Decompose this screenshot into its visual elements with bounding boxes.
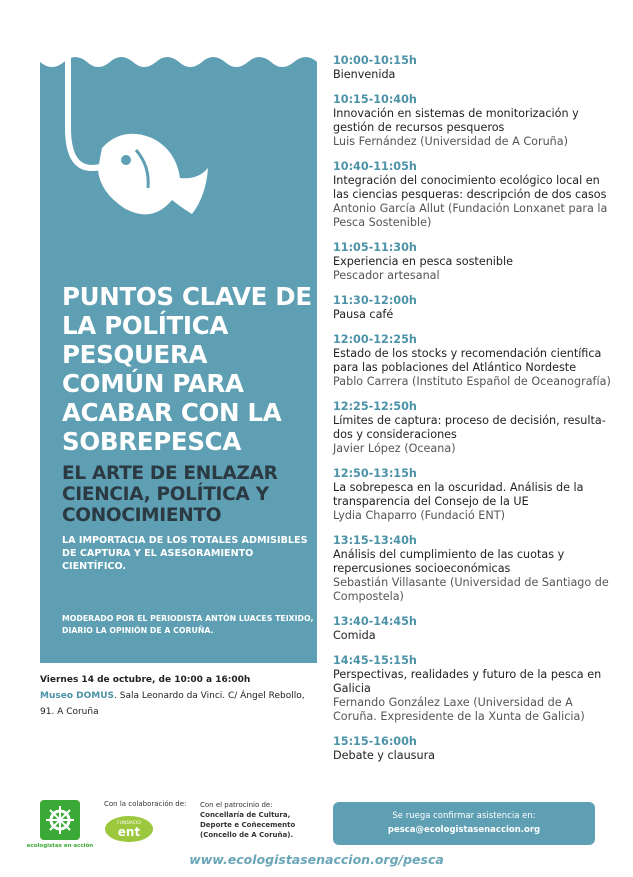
rsvp-text: Se ruega confirmar asistencia en: bbox=[392, 811, 536, 821]
schedule-item bbox=[333, 735, 613, 763]
schedule-item bbox=[333, 54, 613, 82]
schedule-item bbox=[333, 93, 613, 149]
schedule-title: La sobrepesca en la oscuridad. Análisis de la transparencia del Consejo de la UE bbox=[333, 481, 584, 508]
schedule-item bbox=[333, 160, 613, 230]
schedule-speaker: Pescador artesanal bbox=[333, 269, 440, 282]
schedule-speaker: Sebastián Villasante (Universidad de Santiago de Compostela) bbox=[333, 576, 609, 603]
ent-logo-text: ent bbox=[117, 825, 141, 839]
eea-logo-text: ecologistas en acción bbox=[26, 843, 94, 849]
schedule-title: Estado de los stocks y recomendación científica para las poblaciones del Atlántico Nordeste bbox=[333, 347, 602, 374]
schedule-time: 10:40-11:05h bbox=[333, 160, 417, 173]
event-date: Viernes 14 de octubre, de 10:00 a 16:00h bbox=[40, 675, 251, 685]
schedule-time: 14:45-15:15h bbox=[333, 654, 417, 667]
schedule-list bbox=[333, 54, 613, 774]
sub-subtitle: LA IMPORTACIA DE LOS TOTALES ADMISIBLES DE CAPTURA Y EL ASESORAMIENTO CIENTÍFICO. bbox=[62, 535, 308, 572]
schedule-item bbox=[333, 467, 613, 523]
schedule-item bbox=[333, 333, 613, 389]
schedule-speaker: Fernando González Laxe (Universidad de A Coruña. Expresidente de la Xunta de Galicia) bbox=[333, 696, 585, 723]
rsvp-box bbox=[333, 802, 595, 845]
schedule-title: Análisis del cumplimiento de las cuotas y repercusiones socioeconómicas bbox=[333, 548, 565, 575]
ent-logo-small: FUNDACIÓ bbox=[117, 821, 141, 826]
schedule-time: 11:30-12:00h bbox=[333, 294, 417, 307]
fish-hook-icon bbox=[40, 0, 317, 260]
event-info bbox=[40, 672, 320, 720]
schedule-time: 12:00-12:25h bbox=[333, 333, 417, 346]
schedule-time: 10:00-10:15h bbox=[333, 54, 417, 67]
schedule-time: 10:15-10:40h bbox=[333, 93, 417, 106]
schedule-speaker: Javier López (Oceana) bbox=[333, 442, 456, 455]
schedule-item bbox=[333, 654, 613, 724]
schedule-item bbox=[333, 294, 613, 322]
subtitle: EL ARTE DE ENLAZAR CIENCIA, POLÍTICA Y CONOCIMIENTO bbox=[62, 463, 278, 526]
schedule-title: Experiencia en pesca sostenible bbox=[333, 255, 513, 268]
schedule-time: 12:25-12:50h bbox=[333, 400, 417, 413]
schedule-title: Debate y clausura bbox=[333, 749, 436, 762]
patronage-org: Concellaría de Cultura, Deporte e Coñecemento (Concello de A Coruña). bbox=[200, 811, 296, 839]
schedule-time: 15:15-16:00h bbox=[333, 735, 417, 748]
schedule-item bbox=[333, 400, 613, 456]
schedule-time: 11:05-11:30h bbox=[333, 241, 417, 254]
schedule-title: Pausa café bbox=[333, 308, 394, 321]
schedule-speaker: Lydia Chaparro (Fundació ENT) bbox=[333, 509, 505, 522]
schedule-item bbox=[333, 615, 613, 643]
main-title: PUNTOS CLAVE DE LA POLÍTICA PESQUERA COMÚN PARA ACABAR CON LA SOBREPESCA bbox=[62, 282, 312, 456]
rsvp-email-link[interactable]: pesca@ecologistasenaccion.org bbox=[387, 825, 541, 835]
schedule-time: 12:50-13:15h bbox=[333, 467, 417, 480]
schedule-title: Límites de captura: proceso de decisión, resulta-dos y consideraciones bbox=[333, 414, 606, 441]
patronage-label: Con el patrocinio de: bbox=[200, 801, 273, 809]
website-link[interactable]: www.ecologistasenaccion.org/pesca bbox=[189, 852, 444, 867]
schedule-title: Integración del conocimiento ecológico local en las ciencias pesqueras: descripción de dos casos bbox=[333, 174, 607, 201]
fish-icon bbox=[98, 134, 208, 215]
collab-label: Con la colaboración de: bbox=[104, 800, 187, 808]
schedule-speaker: Luis Fernández (Universidad de A Coruña) bbox=[333, 135, 568, 148]
ecologistas-logo-icon bbox=[26, 800, 94, 850]
schedule-speaker: Pablo Carrera (Instituto Español de Oceanografía) bbox=[333, 375, 611, 388]
ent-logo-icon bbox=[104, 814, 154, 844]
schedule-title: Perspectivas, realidades y futuro de la pesca en Galicia bbox=[333, 668, 602, 695]
patronage bbox=[200, 800, 320, 840]
schedule-time: 13:15-13:40h bbox=[333, 534, 417, 547]
schedule-title: Innovación en sistemas de monitorización y gestión de recursos pesqueros bbox=[333, 107, 579, 134]
schedule-time: 13:40-14:45h bbox=[333, 615, 417, 628]
schedule-item bbox=[333, 241, 613, 283]
schedule-item bbox=[333, 534, 613, 604]
venue-name: Museo DOMUS bbox=[40, 691, 115, 701]
schedule-title: Bienvenida bbox=[333, 68, 396, 81]
venue-detail: . Sala Leonardo da Vinci. C/ Ángel Rebollo, 91. A Coruña bbox=[40, 691, 305, 717]
event-panel bbox=[40, 0, 317, 663]
moderator-note: MODERADO POR EL PERIODISTA ANTÓN LUACES TEIXIDO, DIARIO LA OPINIÓN DE A CORUÑA. bbox=[62, 614, 314, 635]
schedule-title: Comida bbox=[333, 629, 376, 642]
schedule-speaker: Antonio García Allut (Fundación Lonxanet para la Pesca Sostenible) bbox=[333, 202, 608, 229]
